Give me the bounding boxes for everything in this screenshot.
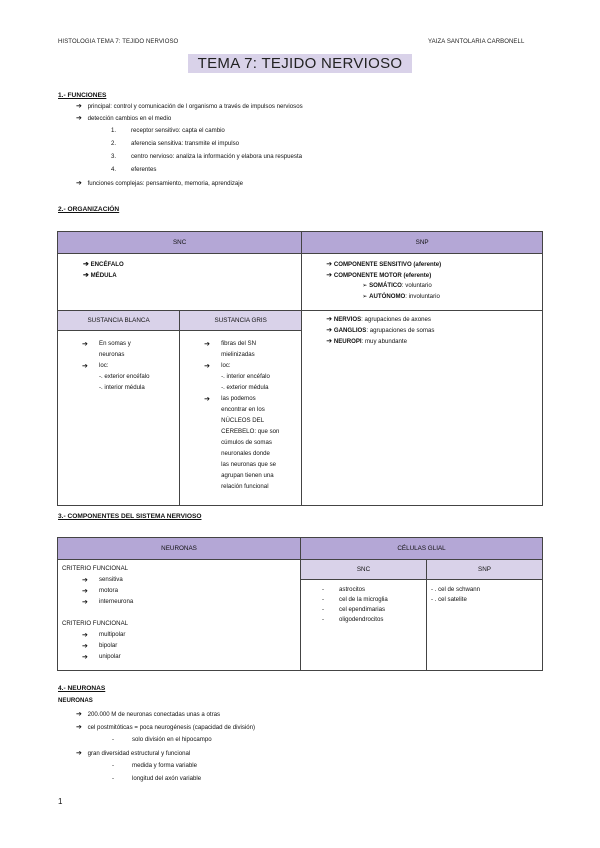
arrow-icon: ➔ xyxy=(204,396,210,403)
snp-detail-item: ➔ GANGLIOS: agrupaciones de somas xyxy=(326,327,435,334)
arrow-icon: ➔ xyxy=(82,599,88,606)
page-number: 1 xyxy=(58,797,63,806)
sec4-item-1: ➔ 200.000 M de neuronas conectadas unas a otras xyxy=(76,711,221,718)
snp-detail-item: ➔ NERVIOS: agrupaciones de axones xyxy=(326,316,431,323)
glia-snp-cell xyxy=(426,580,542,671)
list-number: 4. xyxy=(111,166,117,173)
sustancia-gris-cell xyxy=(180,331,302,506)
blanca-line: ➔ loc: xyxy=(82,362,109,370)
gris-line: encontrar en los xyxy=(221,406,265,413)
sustancia-gris-header: SUSTANCIA GRIS xyxy=(180,311,302,331)
arrow-icon: ➔ xyxy=(76,750,82,757)
arrow-icon: ➔ xyxy=(326,327,333,334)
sec1-sub-2 xyxy=(111,140,240,147)
glia-snc-item: - cel ependimarias xyxy=(322,606,386,613)
organization-table xyxy=(57,231,543,506)
sustancia-blanca-cell xyxy=(58,331,180,506)
section-1-heading: 1.- FUNCIONES xyxy=(58,92,107,99)
section-2-heading: 2.- ORGANIZACIÓN xyxy=(58,206,120,213)
sec1-sub-1 xyxy=(111,127,225,134)
chevron-right-icon: ➢ xyxy=(362,293,368,300)
gris-line: ➔ las podemos xyxy=(204,395,256,403)
gris-line: neuronales donde xyxy=(221,450,270,457)
glia-snc-item: - oligodendrocitos xyxy=(322,616,384,623)
neuronas-header: NEURONAS xyxy=(58,538,301,560)
arrow-icon: ➔ xyxy=(204,363,210,370)
snp-item: ➔ COMPONENTE SENSITIVO (aferente) xyxy=(326,261,442,268)
gris-line: mielinizadas xyxy=(221,351,255,358)
sec1-item-2 xyxy=(76,114,171,122)
sec1-item-3-text: funciones complejas: pensamiento, memoria, aprendizaje xyxy=(87,180,244,187)
chevron-right-icon: ➢ xyxy=(362,282,368,289)
criterio-heading: CRITERIO FUNCIONAL xyxy=(62,620,129,627)
sec1-item-3 xyxy=(76,179,243,187)
page-title: TEMA 7: TEJIDO NERVIOSO xyxy=(188,54,413,73)
header-right: YAIZA SANTOLARIA CARBONELL xyxy=(428,39,525,45)
list-number: 2. xyxy=(111,140,117,147)
gris-line: -. interior encéfalo xyxy=(221,373,270,380)
gris-line: relación funcional xyxy=(221,483,269,490)
gris-line: cúmulos de somas xyxy=(221,439,272,446)
arrow-icon: ➔ xyxy=(76,115,82,122)
criterio-item: ➔ motora xyxy=(82,587,118,595)
snp-sub-item: ➢ AUTÓNOMO: involuntario xyxy=(362,293,440,300)
page-title-wrap xyxy=(0,54,600,73)
snp-sub-item: ➢ SOMÁTICO: voluntario xyxy=(362,282,432,289)
arrow-icon: ➔ xyxy=(326,261,333,268)
list-text: aferencia sensitiva: transmite el impulso xyxy=(131,140,240,147)
arrow-icon: ➔ xyxy=(326,338,333,345)
list-number: 1. xyxy=(111,127,117,134)
sec4-item-3: ➔ gran diversidad estructural y funcional xyxy=(76,750,191,757)
list-text: receptor sensitivo: capta el cambio xyxy=(131,127,225,134)
arrow-icon: ➔ xyxy=(76,180,82,187)
snp-detail-item: ➔ NEUROPI: muy abundante xyxy=(326,338,407,345)
glia-snc-header: SNC xyxy=(301,560,427,580)
list-number: 3. xyxy=(111,153,117,160)
glia-snc-item: - cel de la microglia xyxy=(322,596,388,603)
gris-line: agrupan tienen una xyxy=(221,472,274,479)
header-left: HISTOLOGIA TEMA 7: TEJIDO NERVIOSO xyxy=(58,39,179,45)
sustancia-blanca-header: SUSTANCIA BLANCA xyxy=(58,311,180,331)
snc-cell xyxy=(58,254,302,311)
glia-snp-item: - . cel satelite xyxy=(430,596,467,603)
blanca-line: neuronas xyxy=(99,351,125,358)
snp-header: SNP xyxy=(302,232,543,254)
glia-header: CÉLULAS GLIAL xyxy=(301,538,543,560)
gris-line: ➔ fibras del SN xyxy=(204,340,257,348)
glia-snp-header: SNP xyxy=(426,560,542,580)
criterio-item: ➔ interneurona xyxy=(82,598,134,606)
sec4-item-2: ➔ cel postmitóticas = poca neurogénesis (capacidad de división) xyxy=(76,724,256,731)
gris-line: -. exterior médula xyxy=(221,384,269,391)
glia-snp-item: - . cel de schwann xyxy=(430,586,481,593)
arrow-icon: ➔ xyxy=(82,643,88,650)
components-table xyxy=(57,537,543,671)
gris-line: CEREBELO: que son xyxy=(221,428,280,435)
gris-line: NÚCLEOS DEL xyxy=(221,417,265,424)
arrow-icon: ➔ xyxy=(326,316,333,323)
arrow-icon: ➔ xyxy=(326,272,333,279)
gris-line: las neuronas que se xyxy=(221,461,277,468)
criterio-heading: CRITERIO FUNCIONAL xyxy=(62,565,129,572)
snc-item: ➔ ENCÉFALO xyxy=(83,261,124,268)
section-3-heading: 3.- COMPONENTES DEL SISTEMA NERVIOSO xyxy=(58,513,202,520)
list-text: centro nervioso: analiza la información y elabora una respuesta xyxy=(131,153,303,160)
snc-header: SNC xyxy=(58,232,302,254)
snp-item: ➔ COMPONENTE MOTOR (eferente) xyxy=(326,272,432,279)
arrow-icon: ➔ xyxy=(83,261,89,268)
arrow-icon: ➔ xyxy=(76,724,82,731)
list-text: eferentes xyxy=(131,166,157,173)
arrow-icon: ➔ xyxy=(82,363,88,370)
blanca-line: -. interior médula xyxy=(99,384,145,391)
snp-cell xyxy=(302,254,543,311)
gris-line: ➔ loc: xyxy=(204,362,231,370)
arrow-icon: ➔ xyxy=(82,341,88,348)
sec4-item-3-sub: - longitud del axón variable xyxy=(112,775,202,782)
section-4-heading: 4.- NEURONAS xyxy=(58,685,106,692)
criterio-item: ➔ sensitiva xyxy=(82,576,123,584)
neuronas-cell xyxy=(58,560,301,671)
sec1-item-2-text: detección cambios en el medio xyxy=(87,115,172,122)
snc-item: ➔ MÉDULA xyxy=(83,272,117,279)
arrow-icon: ➔ xyxy=(83,272,89,279)
sec1-item-1-text: principal: control y comunicación de l organismo a través de impulsos nerviosos xyxy=(87,103,303,110)
arrow-icon: ➔ xyxy=(76,103,82,110)
arrow-icon: ➔ xyxy=(76,711,82,718)
glia-snc-item: - astrocitos xyxy=(322,586,366,593)
sec1-sub-3 xyxy=(111,153,303,160)
sec4-item-3-sub: - medida y forma variable xyxy=(112,762,198,769)
criterio-item: ➔ multipolar xyxy=(82,631,126,639)
sec4-item-2-sub: - solo división en el hipocampo xyxy=(112,736,212,743)
blanca-line: ➔ En somas y xyxy=(82,340,131,348)
criterio-item: ➔ bipolar xyxy=(82,642,118,650)
criterio-item: ➔ unipolar xyxy=(82,653,121,661)
section-4-subheading: NEURONAS xyxy=(58,697,93,704)
arrow-icon: ➔ xyxy=(82,632,88,639)
arrow-icon: ➔ xyxy=(82,577,88,584)
arrow-icon: ➔ xyxy=(82,588,88,595)
arrow-icon: ➔ xyxy=(204,341,210,348)
snp-detail-cell xyxy=(302,311,543,506)
glia-snc-cell xyxy=(301,580,427,671)
blanca-line: -. exterior encéfalo xyxy=(99,373,150,380)
sec1-sub-4 xyxy=(111,166,157,173)
sec1-item-1 xyxy=(76,102,303,110)
arrow-icon: ➔ xyxy=(82,654,88,661)
